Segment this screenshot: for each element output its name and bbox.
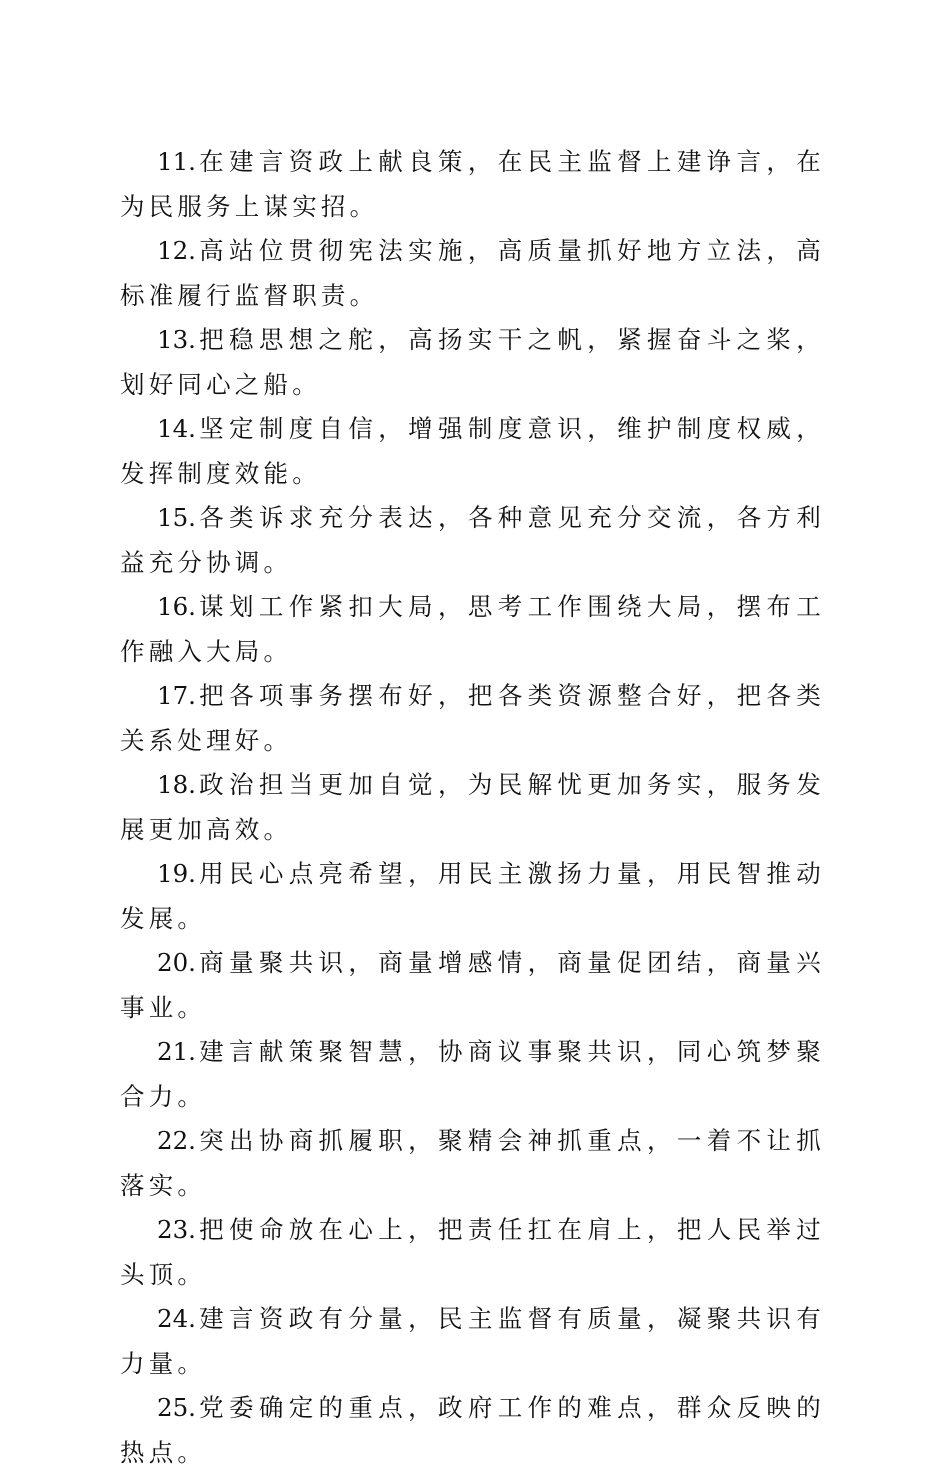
- item-number: 16.: [157, 592, 196, 621]
- item-text: 建言献策聚智慧，协商议事聚共识，同心筑梦聚合力。: [120, 1037, 825, 1111]
- document-body: [120, 140, 825, 1475]
- list-item-14: [120, 407, 825, 496]
- item-text: 在建言资政上献良策，在民主监督上建诤言，在为民服务上谋实招。: [120, 147, 825, 221]
- item-number: 18.: [157, 770, 196, 799]
- item-text: 坚定制度自信，增强制度意识，维护制度权威，发挥制度效能。: [120, 414, 825, 488]
- item-text: 商量聚共识，商量增感情，商量促团结，商量兴事业。: [120, 948, 825, 1022]
- item-text: 用民心点亮希望，用民主激扬力量，用民智推动发展。: [120, 859, 825, 933]
- item-text: 突出协商抓履职，聚精会神抓重点，一着不让抓落实。: [120, 1126, 825, 1200]
- item-text: 建言资政有分量，民主监督有质量，凝聚共识有力量。: [120, 1304, 825, 1378]
- item-number: 24.: [157, 1304, 196, 1333]
- list-item-18: [120, 763, 825, 852]
- item-text: 各类诉求充分表达，各种意见充分交流，各方利益充分协调。: [120, 503, 825, 577]
- item-text: 把各项事务摆布好，把各类资源整合好，把各类关系处理好。: [120, 681, 825, 755]
- list-item-22: [120, 1119, 825, 1208]
- list-item-23: [120, 1208, 825, 1297]
- item-text: 谋划工作紧扣大局，思考工作围绕大局，摆布工作融入大局。: [120, 592, 825, 666]
- item-number: 21.: [157, 1037, 196, 1066]
- item-number: 20.: [157, 948, 196, 977]
- list-item-17: [120, 674, 825, 763]
- item-number: 11.: [157, 147, 196, 176]
- list-item-12: [120, 229, 825, 318]
- list-item-24: [120, 1297, 825, 1386]
- item-text: 党委确定的重点，政府工作的难点，群众反映的热点。: [120, 1393, 825, 1467]
- list-item-16: [120, 585, 825, 674]
- item-text: 政治担当更加自觉，为民解忧更加务实，服务发展更加高效。: [120, 770, 825, 844]
- list-item-25: [120, 1386, 825, 1475]
- item-number: 12.: [157, 236, 196, 265]
- item-number: 14.: [157, 414, 196, 443]
- item-number: 19.: [157, 859, 196, 888]
- item-number: 23.: [157, 1215, 196, 1244]
- list-item-19: [120, 852, 825, 941]
- item-number: 22.: [157, 1126, 196, 1155]
- item-text: 把稳思想之舵，高扬实干之帆，紧握奋斗之桨，划好同心之船。: [120, 325, 825, 399]
- list-item-20: [120, 941, 825, 1030]
- list-item-15: [120, 496, 825, 585]
- item-text: 高站位贯彻宪法实施，高质量抓好地方立法，高标准履行监督职责。: [120, 236, 825, 310]
- list-item-13: [120, 318, 825, 407]
- list-item-11: [120, 140, 825, 229]
- item-number: 17.: [157, 681, 196, 710]
- list-item-21: [120, 1030, 825, 1119]
- item-number: 25.: [157, 1393, 196, 1422]
- item-number: 15.: [157, 503, 196, 532]
- item-text: 把使命放在心上，把责任扛在肩上，把人民举过头顶。: [120, 1215, 825, 1289]
- item-number: 13.: [157, 325, 196, 354]
